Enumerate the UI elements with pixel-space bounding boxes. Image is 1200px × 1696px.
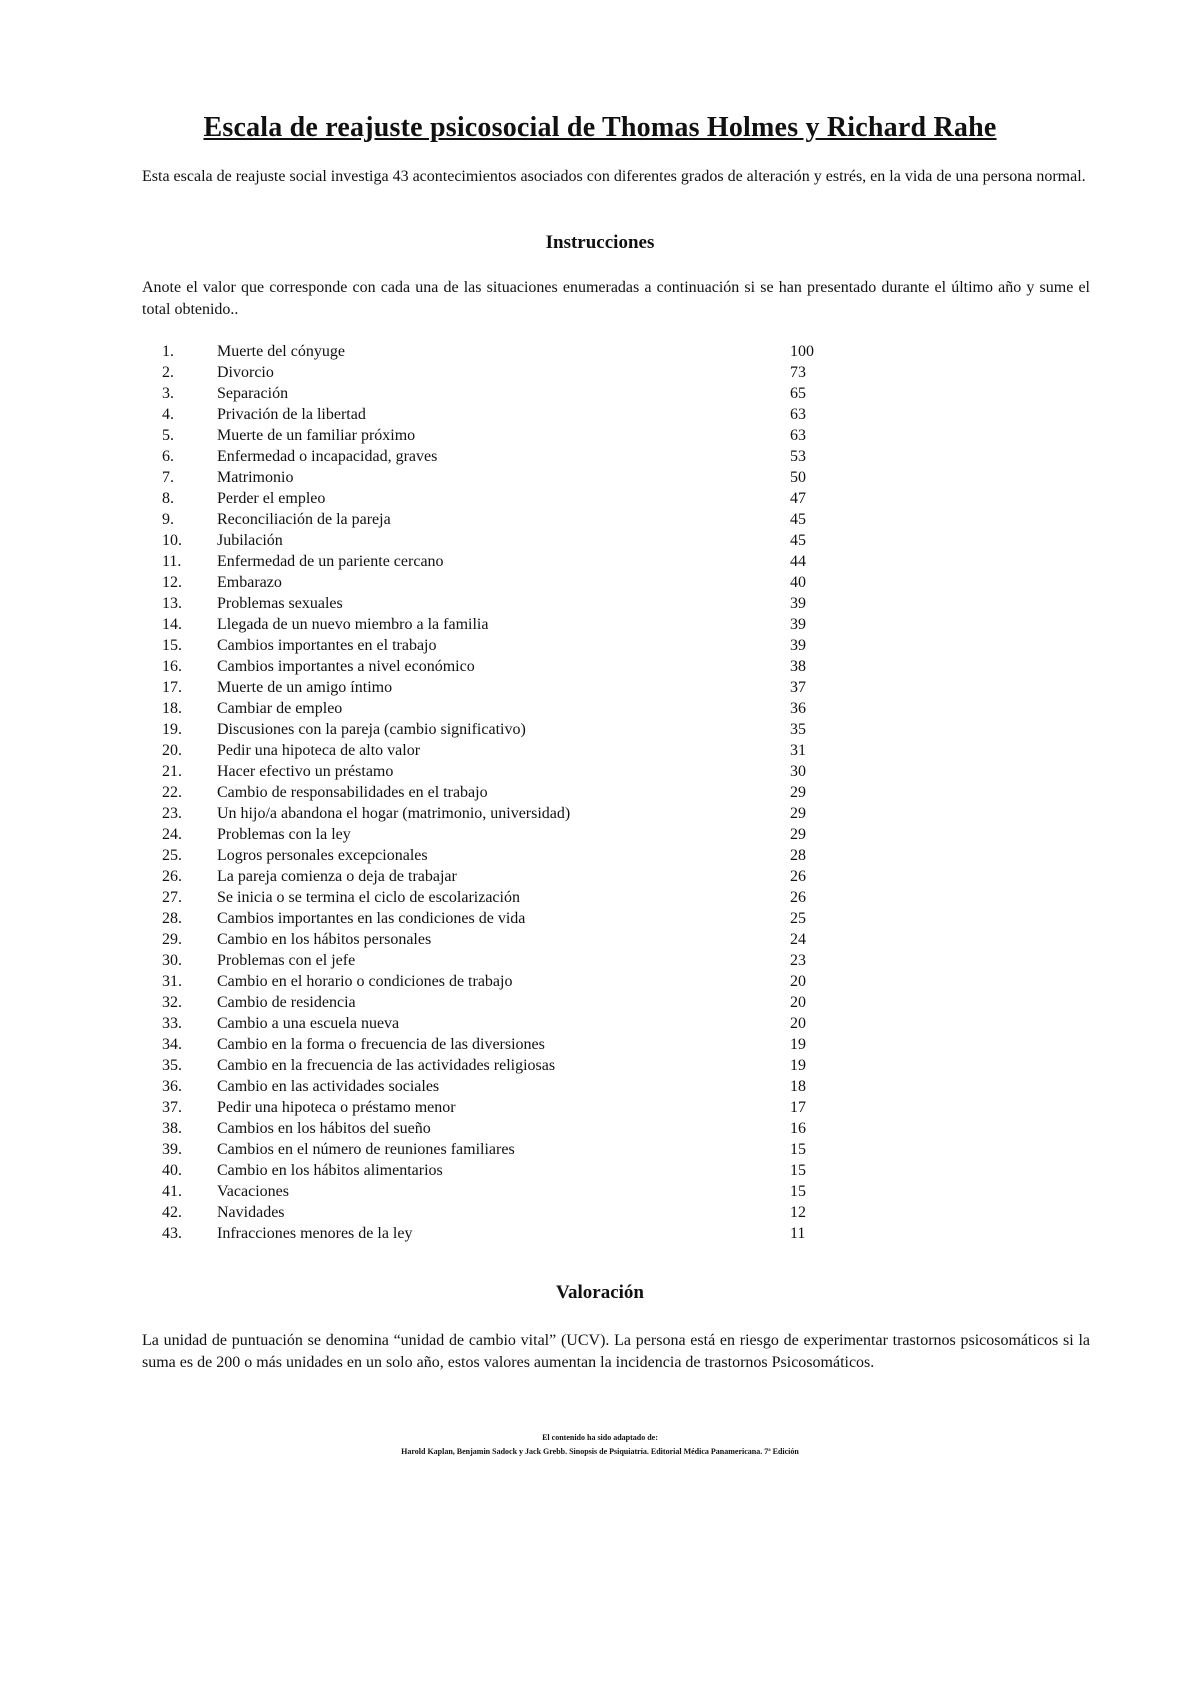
item-number: 21. bbox=[162, 763, 182, 780]
item-label: Navidades bbox=[217, 1204, 285, 1221]
item-label: Cambios importantes en las condiciones de vida bbox=[217, 910, 526, 927]
item-label: Cambios en los hábitos del sueño bbox=[217, 1120, 431, 1137]
list-item bbox=[142, 1034, 862, 1055]
item-number: 23. bbox=[162, 805, 182, 822]
list-item bbox=[142, 1076, 862, 1097]
item-label: Discusiones con la pareja (cambio significativo) bbox=[217, 721, 526, 738]
list-item bbox=[142, 740, 862, 761]
item-label: Infracciones menores de la ley bbox=[217, 1225, 413, 1242]
item-value: 40 bbox=[790, 574, 806, 591]
list-item bbox=[142, 845, 862, 866]
list-item bbox=[142, 362, 862, 383]
list-item bbox=[142, 1118, 862, 1139]
item-label: Privación de la libertad bbox=[217, 406, 366, 423]
item-number: 11. bbox=[162, 553, 182, 570]
item-label: La pareja comienza o deja de trabajar bbox=[217, 868, 457, 885]
item-label: Problemas sexuales bbox=[217, 595, 343, 612]
item-number: 8. bbox=[162, 490, 174, 507]
list-item bbox=[142, 824, 862, 845]
item-number: 36. bbox=[162, 1078, 182, 1095]
list-item bbox=[142, 551, 862, 572]
item-label: Cambios importantes a nivel económico bbox=[217, 658, 475, 675]
list-item bbox=[142, 719, 862, 740]
item-value: 36 bbox=[790, 700, 806, 717]
list-item bbox=[142, 383, 862, 404]
list-item bbox=[142, 698, 862, 719]
item-value: 31 bbox=[790, 742, 806, 759]
item-label: Cambio a una escuela nueva bbox=[217, 1015, 400, 1032]
item-label: Se inicia o se termina el ciclo de escolarización bbox=[217, 889, 520, 906]
item-number: 6. bbox=[162, 448, 174, 465]
item-label: Cambios en el número de reuniones familiares bbox=[217, 1141, 515, 1158]
item-value: 45 bbox=[790, 511, 806, 528]
item-number: 9. bbox=[162, 511, 174, 528]
item-value: 15 bbox=[790, 1141, 806, 1158]
list-item bbox=[142, 1139, 862, 1160]
item-number: 43. bbox=[162, 1225, 182, 1242]
item-number: 16. bbox=[162, 658, 182, 675]
list-item bbox=[142, 593, 862, 614]
item-number: 39. bbox=[162, 1141, 182, 1158]
item-value: 29 bbox=[790, 805, 806, 822]
item-label: Hacer efectivo un préstamo bbox=[217, 763, 394, 780]
item-number: 42. bbox=[162, 1204, 182, 1221]
item-number: 12. bbox=[162, 574, 182, 591]
item-value: 19 bbox=[790, 1036, 806, 1053]
list-item bbox=[142, 530, 862, 551]
item-number: 24. bbox=[162, 826, 182, 843]
item-number: 7. bbox=[162, 469, 174, 486]
item-label: Pedir una hipoteca o préstamo menor bbox=[217, 1099, 456, 1116]
item-value: 63 bbox=[790, 427, 806, 444]
list-item bbox=[142, 866, 862, 887]
list-item bbox=[142, 341, 862, 362]
item-value: 29 bbox=[790, 826, 806, 843]
intro-paragraph: Esta escala de reajuste social investiga 43 acontecimientos asociados con diferentes grados de alteración y estrés, en la vida de una persona normal. bbox=[142, 168, 1086, 185]
item-value: 12 bbox=[790, 1204, 806, 1221]
item-value: 39 bbox=[790, 637, 806, 654]
item-value: 35 bbox=[790, 721, 806, 738]
item-label: Cambio de residencia bbox=[217, 994, 356, 1011]
item-number: 4. bbox=[162, 406, 174, 423]
item-number: 35. bbox=[162, 1057, 182, 1074]
list-item bbox=[142, 803, 862, 824]
item-label: Un hijo/a abandona el hogar (matrimonio, universidad) bbox=[217, 805, 571, 822]
item-label: Separación bbox=[217, 385, 289, 402]
item-label: Perder el empleo bbox=[217, 490, 326, 507]
item-value: 19 bbox=[790, 1057, 806, 1074]
list-item bbox=[142, 1181, 862, 1202]
item-label: Cambio de responsabilidades en el trabajo bbox=[217, 784, 488, 801]
item-number: 5. bbox=[162, 427, 174, 444]
item-label: Matrimonio bbox=[217, 469, 294, 486]
item-number: 15. bbox=[162, 637, 182, 654]
list-item bbox=[142, 971, 862, 992]
item-value: 29 bbox=[790, 784, 806, 801]
item-value: 11 bbox=[790, 1225, 806, 1242]
item-label: Cambio en los hábitos personales bbox=[217, 931, 432, 948]
item-number: 20. bbox=[162, 742, 182, 759]
list-item bbox=[142, 992, 862, 1013]
item-value: 18 bbox=[790, 1078, 806, 1095]
item-number: 17. bbox=[162, 679, 182, 696]
footer-source-label: El contenido ha sido adaptado de: bbox=[542, 1433, 658, 1442]
item-value: 28 bbox=[790, 847, 806, 864]
item-value: 37 bbox=[790, 679, 806, 696]
item-label: Embarazo bbox=[217, 574, 282, 591]
item-value: 100 bbox=[790, 343, 814, 360]
item-number: 2. bbox=[162, 364, 174, 381]
item-label: Problemas con el jefe bbox=[217, 952, 356, 969]
item-value: 26 bbox=[790, 889, 806, 906]
item-number: 27. bbox=[162, 889, 182, 906]
item-value: 63 bbox=[790, 406, 806, 423]
item-label: Reconciliación de la pareja bbox=[217, 511, 391, 528]
list-item bbox=[142, 782, 862, 803]
item-value: 39 bbox=[790, 616, 806, 633]
item-value: 38 bbox=[790, 658, 806, 675]
item-value: 24 bbox=[790, 931, 806, 948]
item-value: 65 bbox=[790, 385, 806, 402]
item-value: 15 bbox=[790, 1183, 806, 1200]
item-number: 22. bbox=[162, 784, 182, 801]
item-number: 34. bbox=[162, 1036, 182, 1053]
item-number: 28. bbox=[162, 910, 182, 927]
item-label: Cambios importantes en el trabajo bbox=[217, 637, 437, 654]
item-label: Cambio en los hábitos alimentarios bbox=[217, 1162, 443, 1179]
item-value: 16 bbox=[790, 1120, 806, 1137]
item-label: Cambio en la frecuencia de las actividades religiosas bbox=[217, 1057, 556, 1074]
item-label: Llegada de un nuevo miembro a la familia bbox=[217, 616, 489, 633]
list-item bbox=[142, 635, 862, 656]
list-item bbox=[142, 887, 862, 908]
item-value: 25 bbox=[790, 910, 806, 927]
item-value: 47 bbox=[790, 490, 806, 507]
item-label: Cambio en la forma o frecuencia de las diversiones bbox=[217, 1036, 545, 1053]
list-item bbox=[142, 761, 862, 782]
item-label: Muerte de un amigo íntimo bbox=[217, 679, 393, 696]
item-label: Divorcio bbox=[217, 364, 274, 381]
item-value: 39 bbox=[790, 595, 806, 612]
item-value: 20 bbox=[790, 973, 806, 990]
footer-citation: Harold Kaplan, Benjamin Sadock y Jack Grebb. Sinopsis de Psiquiatría. Editorial Médica Panamericana. 7ª Edición bbox=[401, 1447, 799, 1456]
item-value: 45 bbox=[790, 532, 806, 549]
list-item bbox=[142, 677, 862, 698]
item-value: 53 bbox=[790, 448, 806, 465]
list-item bbox=[142, 929, 862, 950]
item-value: 15 bbox=[790, 1162, 806, 1179]
list-item bbox=[142, 614, 862, 635]
list-item bbox=[142, 1223, 862, 1244]
item-label: Enfermedad de un pariente cercano bbox=[217, 553, 444, 570]
item-label: Cambiar de empleo bbox=[217, 700, 343, 717]
item-value: 20 bbox=[790, 1015, 806, 1032]
list-item bbox=[142, 509, 862, 530]
list-item bbox=[142, 908, 862, 929]
item-number: 10. bbox=[162, 532, 182, 549]
item-number: 41. bbox=[162, 1183, 182, 1200]
item-number: 29. bbox=[162, 931, 182, 948]
item-number: 25. bbox=[162, 847, 182, 864]
list-item bbox=[142, 467, 862, 488]
list-item bbox=[142, 488, 862, 509]
item-value: 73 bbox=[790, 364, 806, 381]
instructions-heading: Instrucciones bbox=[545, 232, 655, 253]
list-item bbox=[142, 656, 862, 677]
item-number: 19. bbox=[162, 721, 182, 738]
page-title: Escala de reajuste psicosocial de Thomas Holmes y Richard Rahe bbox=[203, 112, 997, 143]
item-number: 26. bbox=[162, 868, 182, 885]
item-number: 18. bbox=[162, 700, 182, 717]
item-label: Problemas con la ley bbox=[217, 826, 351, 843]
item-number: 33. bbox=[162, 1015, 182, 1032]
item-value: 44 bbox=[790, 553, 806, 570]
item-label: Logros personales excepcionales bbox=[217, 847, 428, 864]
instructions-paragraph: Anote el valor que corresponde con cada una de las situaciones enumeradas a continuación si se han presentado durante el último año y sume el total obtenido.. bbox=[142, 279, 1090, 318]
list-item bbox=[142, 446, 862, 467]
valoracion-paragraph: La unidad de puntuación se denomina “unidad de cambio vital” (UCV). La persona está en riesgo de experimentar trastornos psicosomáticos si la suma es de 200 o más unidades en un solo año, estos valores aumentan la incidencia de trastornos Psicosomáticos. bbox=[142, 1332, 1090, 1371]
item-label: Jubilación bbox=[217, 532, 283, 549]
list-item bbox=[142, 404, 862, 425]
list-item bbox=[142, 1097, 862, 1118]
item-label: Pedir una hipoteca de alto valor bbox=[217, 742, 421, 759]
list-item bbox=[142, 1202, 862, 1223]
list-item bbox=[142, 425, 862, 446]
item-number: 38. bbox=[162, 1120, 182, 1137]
events-list bbox=[142, 341, 862, 1244]
item-number: 37. bbox=[162, 1099, 182, 1116]
item-label: Muerte de un familiar próximo bbox=[217, 427, 416, 444]
valoracion-heading: Valoración bbox=[556, 1282, 644, 1303]
item-number: 31. bbox=[162, 973, 182, 990]
item-label: Vacaciones bbox=[217, 1183, 289, 1200]
list-item bbox=[142, 1160, 862, 1181]
item-label: Enfermedad o incapacidad, graves bbox=[217, 448, 438, 465]
item-label: Cambio en las actividades sociales bbox=[217, 1078, 440, 1095]
item-value: 20 bbox=[790, 994, 806, 1011]
item-label: Muerte del cónyuge bbox=[217, 343, 345, 360]
item-number: 1. bbox=[162, 343, 174, 360]
item-value: 23 bbox=[790, 952, 806, 969]
list-item bbox=[142, 572, 862, 593]
item-number: 40. bbox=[162, 1162, 182, 1179]
list-item bbox=[142, 950, 862, 971]
item-number: 14. bbox=[162, 616, 182, 633]
item-value: 50 bbox=[790, 469, 806, 486]
list-item bbox=[142, 1055, 862, 1076]
item-number: 3. bbox=[162, 385, 174, 402]
item-label: Cambio en el horario o condiciones de trabajo bbox=[217, 973, 513, 990]
item-value: 30 bbox=[790, 763, 806, 780]
item-value: 26 bbox=[790, 868, 806, 885]
item-number: 13. bbox=[162, 595, 182, 612]
item-number: 32. bbox=[162, 994, 182, 1011]
list-item bbox=[142, 1013, 862, 1034]
item-value: 17 bbox=[790, 1099, 806, 1116]
item-number: 30. bbox=[162, 952, 182, 969]
